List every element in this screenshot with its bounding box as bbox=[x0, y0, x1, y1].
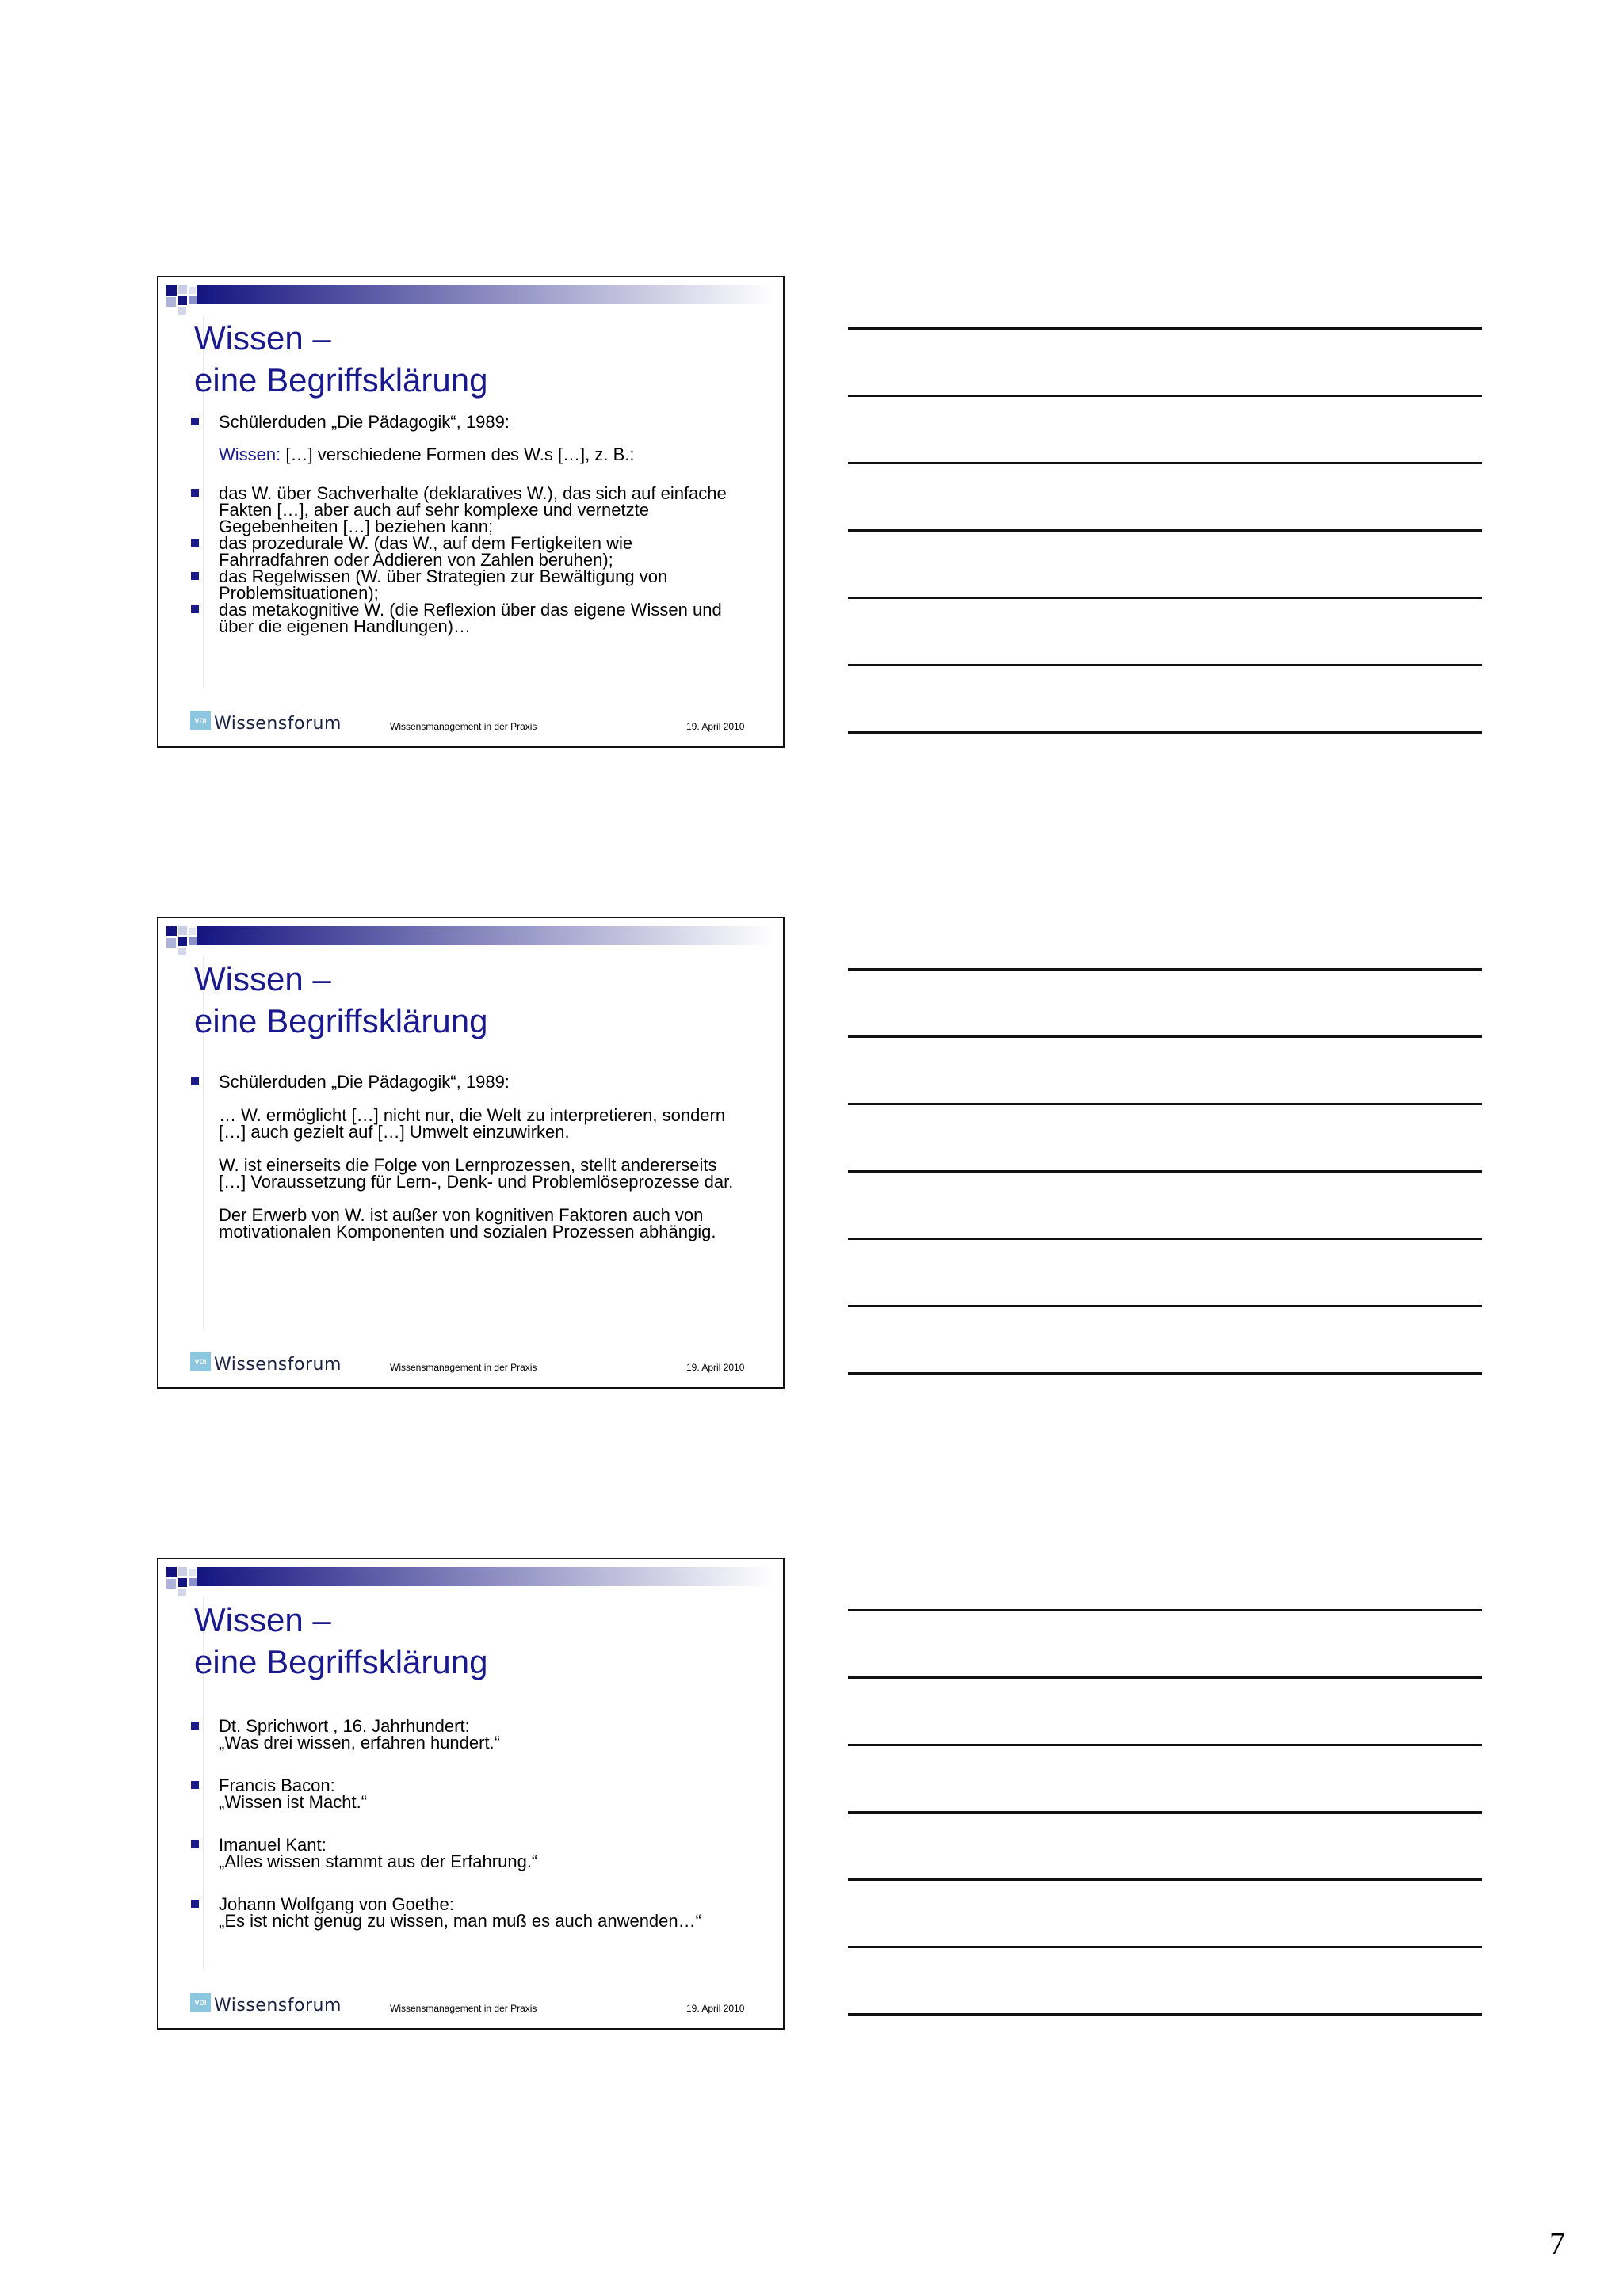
slide-1 bbox=[157, 276, 785, 748]
slide-body bbox=[189, 414, 759, 635]
note-line bbox=[848, 2013, 1482, 2016]
slide-footer bbox=[158, 1993, 785, 2017]
bullet-item: das prozedurale W. (das W., auf dem Fertigkeiten wie Fahrradfahren oder Addieren von Zahlen beruhen); bbox=[189, 535, 759, 568]
note-line bbox=[848, 1744, 1482, 1746]
slide-footer bbox=[158, 711, 785, 735]
slide-header-decoration bbox=[158, 277, 785, 317]
bullet-square-icon bbox=[191, 1781, 199, 1789]
note-line bbox=[848, 395, 1482, 397]
note-line bbox=[848, 327, 1482, 330]
note-line bbox=[848, 1946, 1482, 1948]
footer-center-text: Wissensmanagement in der Praxis bbox=[390, 1362, 537, 1373]
bullet-square-icon bbox=[191, 1722, 199, 1730]
bullet-item: Imanuel Kant: „Alles wissen stammt aus der Erfahrung.“ bbox=[189, 1836, 759, 1870]
page-number: 7 bbox=[1549, 2225, 1565, 2261]
bullet-square-icon bbox=[191, 572, 199, 580]
slide-2 bbox=[157, 917, 785, 1389]
note-line bbox=[848, 529, 1482, 532]
note-line bbox=[848, 1811, 1482, 1814]
bullet-square-icon bbox=[191, 418, 199, 425]
wissensforum-logo-text: Wissensforum bbox=[214, 1355, 342, 1375]
vdi-logo-badge: VDI bbox=[190, 1993, 211, 2012]
definition-line: Wissen: […] verschiedene Formen des W.s […], z. B.: bbox=[219, 444, 635, 464]
note-line bbox=[848, 1609, 1482, 1611]
bullet-item: Schülerduden „Die Pädagogik“, 1989: bbox=[189, 1074, 759, 1090]
note-line bbox=[848, 1103, 1482, 1105]
slide-title: Wissen – eine Begriffsklärung bbox=[194, 960, 488, 1039]
note-line bbox=[848, 1372, 1482, 1375]
slide-title: Wissen – eine Begriffsklärung bbox=[194, 319, 488, 399]
vdi-logo-badge: VDI bbox=[190, 1352, 211, 1371]
slide-title: Wissen – eine Begriffsklärung bbox=[194, 1601, 488, 1680]
note-line bbox=[848, 462, 1482, 464]
bullet-item: Schülerduden „Die Pädagogik“, 1989: bbox=[189, 414, 759, 430]
note-line bbox=[848, 731, 1482, 734]
slide-3 bbox=[157, 1558, 785, 2030]
bullet-item: das W. über Sachverhalte (deklaratives W.), das sich auf einfache Fakten […], aber auch auf sehr komplexe und vernetzte Gegebenheiten […] beziehen kann; bbox=[189, 485, 759, 535]
bullet-item: Francis Bacon: „Wissen ist Macht.“ bbox=[189, 1777, 759, 1810]
paragraph: Der Erwerb von W. ist außer von kognitiven Faktoren auch von motivationalen Komponenten und sozialen Prozessen abhängig. bbox=[219, 1205, 716, 1241]
wissensforum-logo-text: Wissensforum bbox=[214, 1996, 342, 2016]
bullet-item: das metakognitive W. (die Reflexion über das eigene Wissen und über die eigenen Handlungen)… bbox=[189, 601, 759, 635]
paragraph: … W. ermöglicht […] nicht nur, die Welt zu interpretieren, sondern […] auch gezielt auf […] Umwelt einzuwirken. bbox=[219, 1105, 726, 1142]
vdi-logo-badge: VDI bbox=[190, 711, 211, 730]
note-line bbox=[848, 1035, 1482, 1038]
slide-body bbox=[189, 1718, 759, 1929]
bullet-item: Dt. Sprichwort , 16. Jahrhundert: „Was drei wissen, erfahren hundert.“ bbox=[189, 1718, 759, 1751]
footer-center-text: Wissensmanagement in der Praxis bbox=[390, 2003, 537, 2014]
note-line bbox=[848, 1305, 1482, 1307]
footer-date: 19. April 2010 bbox=[686, 721, 745, 732]
bullet-square-icon bbox=[191, 539, 199, 547]
note-line bbox=[848, 597, 1482, 599]
bullet-item: Johann Wolfgang von Goethe: „Es ist nicht genug zu wissen, man muß es auch anwenden…“ bbox=[189, 1896, 759, 1929]
wissensforum-logo-text: Wissensforum bbox=[214, 714, 342, 734]
note-line bbox=[848, 1676, 1482, 1679]
footer-center-text: Wissensmanagement in der Praxis bbox=[390, 721, 537, 732]
footer-date: 19. April 2010 bbox=[686, 2003, 745, 2014]
slide-body bbox=[189, 1074, 759, 1240]
note-line bbox=[848, 1170, 1482, 1173]
bullet-square-icon bbox=[191, 489, 199, 497]
bullet-square-icon bbox=[191, 1900, 199, 1908]
slide-header-decoration bbox=[158, 918, 785, 958]
bullet-item: das Regelwissen (W. über Strategien zur Bewältigung von Problemsituationen); bbox=[189, 568, 759, 601]
note-line bbox=[848, 1238, 1482, 1240]
bullet-square-icon bbox=[191, 1077, 199, 1085]
slide-header-decoration bbox=[158, 1559, 785, 1599]
note-line bbox=[848, 1878, 1482, 1881]
bullet-square-icon bbox=[191, 1840, 199, 1848]
slide-footer bbox=[158, 1352, 785, 1376]
note-line bbox=[848, 664, 1482, 666]
note-line bbox=[848, 968, 1482, 971]
paragraph: W. ist einerseits die Folge von Lernprozessen, stellt andererseits […] Voraussetzung für Lern-, Denk- und Problemlöseprozesse dar. bbox=[219, 1155, 734, 1192]
footer-date: 19. April 2010 bbox=[686, 1362, 745, 1373]
bullet-square-icon bbox=[191, 605, 199, 613]
